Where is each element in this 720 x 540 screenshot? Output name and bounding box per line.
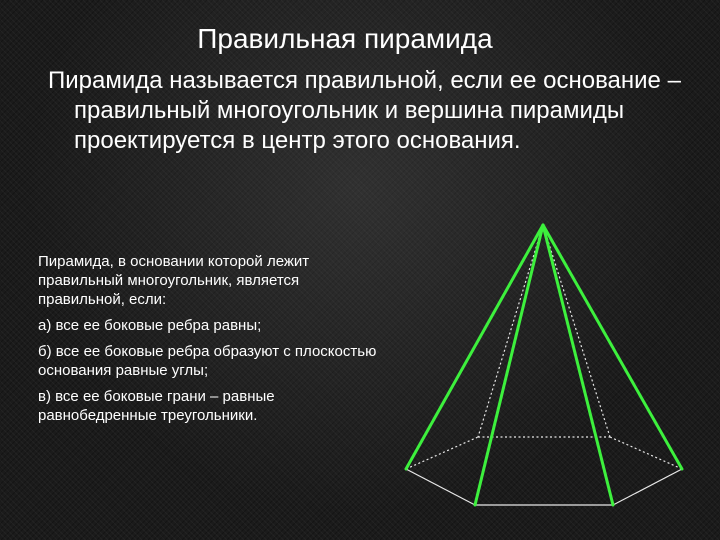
hidden-lateral-edge-right (543, 225, 610, 437)
lateral-edges (406, 225, 682, 505)
base-edge-front-left (406, 469, 475, 505)
lateral-edge-left (406, 225, 543, 469)
lateral-edge-front-right (543, 225, 613, 505)
note-item-a: а) все ее боковые ребра равны; (38, 317, 262, 334)
note-item-c: в) все ее боковые грани – равные равнобедренные треугольники. (38, 388, 275, 424)
pyramid-figure (395, 215, 695, 525)
conditions-note (38, 252, 383, 432)
lateral-edge-right (543, 225, 682, 469)
note-item-b: б) все ее боковые ребра образуют с плоскостью основания равные углы; (38, 343, 377, 379)
lateral-edge-front-left (475, 225, 543, 505)
note-intro: Пирамида, в основании которой лежит правильный многоугольник, является правильной, если: (38, 253, 310, 308)
definition-text: Пирамида называется правильной, если ее основание – правильный многоугольник и вершина пирамиды проектируется в центр этого основания. (48, 67, 681, 154)
hidden-lateral-edge-left (478, 225, 543, 437)
base-edge-front-right (613, 469, 682, 505)
hidden-base-edge-left (406, 437, 478, 469)
visible-base-edges (406, 469, 682, 505)
hidden-edges (406, 225, 682, 469)
slide-title: Правильная пирамида (197, 23, 493, 54)
